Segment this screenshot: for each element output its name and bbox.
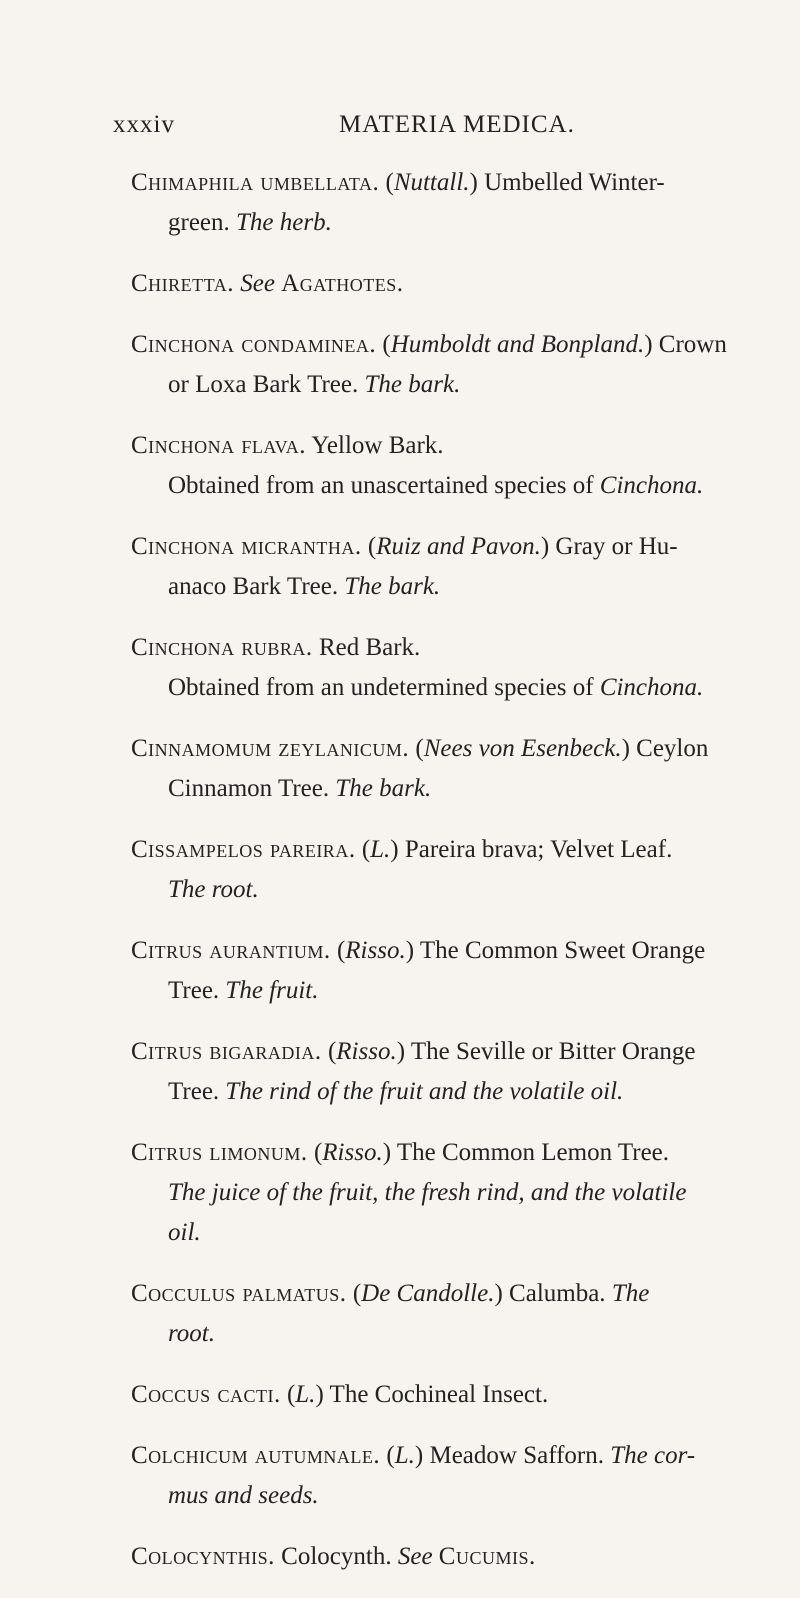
- entry-list: [131, 163, 727, 1598]
- entry-text: (: [409, 735, 424, 762]
- entry-headline: [131, 426, 691, 466]
- entry-text: ) The Common Sweet Orange: [405, 937, 706, 964]
- entry-continuation: [131, 466, 704, 506]
- entry: [131, 426, 704, 506]
- entry-name: Citrus bigaradia.: [131, 1038, 322, 1065]
- entry-name: Colchicum autumnale.: [131, 1442, 381, 1469]
- entry-text: Yellow Bark.: [306, 432, 444, 459]
- entry-text: green.: [168, 209, 237, 236]
- entry-headline: [131, 931, 706, 971]
- entry-headline: [131, 1537, 691, 1577]
- entry-continuation: [131, 203, 691, 243]
- entry-italic-text: The rind of the fruit and the volatile oil.: [225, 1078, 624, 1105]
- page-number: xxxiv: [113, 111, 175, 138]
- entry-text: ) Crown: [644, 331, 727, 358]
- entry-italic-text: The root.: [168, 876, 259, 903]
- entry-name: Chiretta.: [131, 270, 234, 297]
- entry-italic-text: The herb.: [236, 209, 332, 236]
- entry-text: Obtained from an unascertained species of: [168, 472, 600, 499]
- entry-continuation: [131, 1072, 691, 1112]
- entry: [131, 1133, 691, 1253]
- entry: [131, 264, 691, 304]
- entry-text: (: [361, 533, 377, 560]
- entry-name: Colocynthis.: [131, 1543, 275, 1570]
- entry-headline: [131, 163, 691, 203]
- entry-headline: [131, 325, 727, 365]
- entry-name: Cinnamomum zeylanicum.: [131, 735, 410, 762]
- entry-italic-text: root.: [168, 1320, 215, 1347]
- entry-italic-text: See: [397, 1543, 433, 1570]
- entry-name: Cinchona micrantha.: [131, 533, 362, 560]
- entry-name: Cinchona flava.: [131, 432, 307, 459]
- entry-headline: [131, 830, 691, 870]
- entry-italic-text: Ruiz and Pavon.: [376, 533, 541, 560]
- entry: [131, 729, 709, 809]
- entry-headline: [131, 1274, 691, 1314]
- entry: [131, 1537, 691, 1577]
- entry: [131, 1274, 691, 1354]
- entry-text: (: [330, 937, 346, 964]
- entry-text: (: [355, 836, 371, 863]
- entry-text: ) The Common Lemon Tree.: [382, 1139, 670, 1166]
- entry-text: ) Gray or Hu-: [540, 533, 678, 560]
- entry-italic-text: L.: [295, 1381, 316, 1408]
- entry-headline: [131, 1436, 696, 1476]
- entry-italic-text: oil.: [168, 1219, 201, 1246]
- entry-text: ) Ceylon: [621, 735, 709, 762]
- entry-italic-text: The bark.: [335, 775, 432, 802]
- entry-text: anaco Bark Tree.: [168, 573, 345, 600]
- entry-name: Coccus cacti.: [131, 1381, 281, 1408]
- entry-name: Citrus limonum.: [131, 1139, 308, 1166]
- entry-italic-text: Risso.: [322, 1139, 383, 1166]
- entry-continuation: [131, 567, 691, 607]
- entry-text: Colocynth.: [274, 1543, 398, 1570]
- entry-italic-text: The: [611, 1280, 650, 1307]
- entry-italic-text: See: [240, 270, 275, 297]
- entry-headline: [131, 264, 691, 304]
- entry-headline: [131, 1375, 691, 1415]
- entry: [131, 1436, 696, 1516]
- entry: [131, 527, 691, 607]
- entry-text: (: [380, 1442, 395, 1469]
- entry-italic-text: mus and seeds.: [168, 1482, 319, 1509]
- entry-headline: [131, 628, 691, 668]
- entry-text: Tree.: [168, 977, 226, 1004]
- entry-text: ) Pareira brava; Velvet Leaf.: [390, 836, 673, 863]
- entry-text: (: [346, 1280, 362, 1307]
- entry-text: Red Bark.: [312, 634, 421, 661]
- entry-text: (: [307, 1139, 323, 1166]
- entry-name: Cissampelos pareira.: [131, 836, 356, 863]
- entry-text: ) The Cochineal Insect.: [315, 1381, 549, 1408]
- entry-name: Cocculus palmatus.: [131, 1280, 347, 1307]
- entry-text: (: [280, 1381, 296, 1408]
- entry-italic-text: The fruit.: [225, 977, 319, 1004]
- entry-headline: [131, 1133, 691, 1173]
- entry-italic-text: Nuttall.: [393, 169, 470, 196]
- entry-text: ) Umbelled Winter-: [469, 169, 665, 196]
- entry-text: ) Meadow Safforn.: [414, 1442, 611, 1469]
- entry-continuation: [131, 1476, 691, 1516]
- entry-italic-text: Risso.: [336, 1038, 397, 1065]
- entry-headline: [131, 729, 709, 769]
- entry-italic-text: The bark.: [344, 573, 441, 600]
- entry-text: Cinnamon Tree.: [168, 775, 336, 802]
- entry-italic-text: The juice of the fruit, the fresh rind, and the volatile: [168, 1179, 687, 1206]
- entry-italic-text: De Candolle.: [361, 1280, 495, 1307]
- running-title: MATERIA MEDICA.: [339, 111, 575, 138]
- entry: [131, 1032, 696, 1112]
- entry-name: Citrus aurantium.: [131, 937, 331, 964]
- entry: [131, 931, 706, 1011]
- entry-italic-text: Cinchona.: [599, 472, 704, 499]
- entry-continuation: [131, 1213, 691, 1253]
- entry-name: Cinchona condaminea.: [131, 331, 377, 358]
- entry: [131, 830, 691, 910]
- entry-name: Agathotes.: [281, 270, 404, 297]
- entry: [131, 325, 727, 405]
- entry-continuation: [131, 971, 691, 1011]
- entry-headline: [131, 527, 691, 567]
- entry-italic-text: The cor-: [610, 1442, 696, 1469]
- entry-text: (: [376, 331, 391, 358]
- entry-headline: [131, 1032, 696, 1072]
- entry-continuation: [131, 769, 691, 809]
- entry-continuation: [131, 365, 691, 405]
- entry-italic-text: L.: [370, 836, 391, 863]
- entry-continuation: [131, 1314, 691, 1354]
- entry: [131, 1375, 691, 1415]
- entry-text: (: [321, 1038, 337, 1065]
- entry-italic-text: L.: [394, 1442, 415, 1469]
- entry-italic-text: Cinchona.: [599, 674, 704, 701]
- entry-italic-text: The bark.: [364, 371, 461, 398]
- entry-continuation: [131, 870, 691, 910]
- entry-name: Cucumis.: [438, 1543, 536, 1570]
- entry-text: ) Calumba.: [494, 1280, 612, 1307]
- entry-italic-text: Nees von Esenbeck.: [423, 735, 622, 762]
- entry-text: ) The Seville or Bitter Orange: [396, 1038, 696, 1065]
- entry-italic-text: Humboldt and Bonpland.: [390, 331, 645, 358]
- entry-text: Tree.: [168, 1078, 226, 1105]
- entry-text: or Loxa Bark Tree.: [168, 371, 365, 398]
- entry: [131, 163, 691, 243]
- entry-italic-text: Risso.: [345, 937, 406, 964]
- entry-text: Obtained from an undetermined species of: [168, 674, 600, 701]
- entry-text: (: [379, 169, 394, 196]
- entry-name: Chimaphila umbellata.: [131, 169, 380, 196]
- entry-continuation: [131, 1173, 691, 1213]
- entry-continuation: [131, 668, 704, 708]
- entry: [131, 628, 704, 708]
- entry-name: Cinchona rubra.: [131, 634, 313, 661]
